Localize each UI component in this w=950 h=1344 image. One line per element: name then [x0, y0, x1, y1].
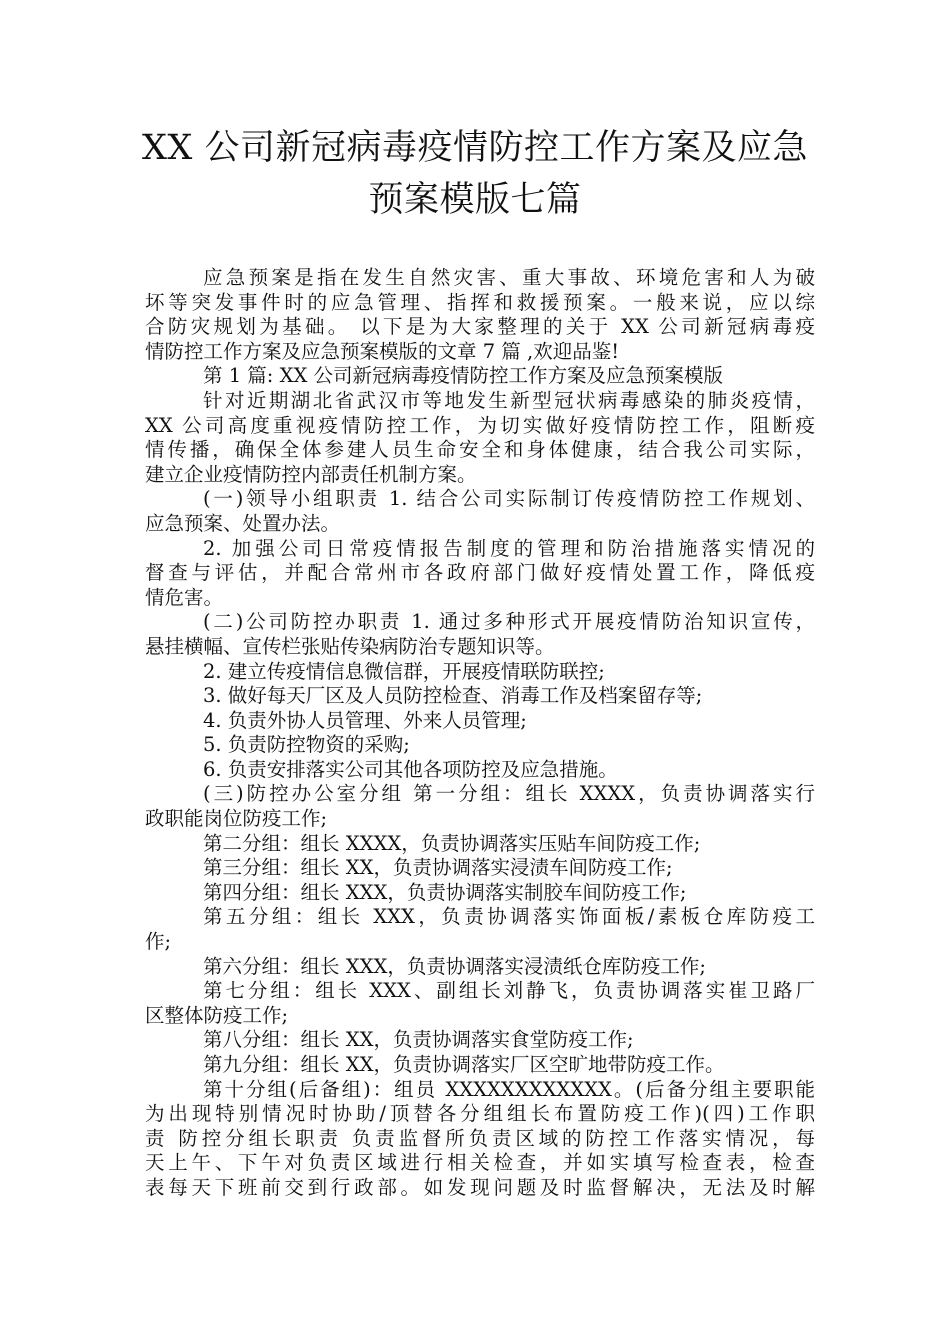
text-line: 天上午、下午对负责区域进行相关检查，并如实填写检查表，检查	[145, 1151, 815, 1175]
text-line: 第十分组(后备组)：组员 XXXXXXXXXXXX。(后备分组主要职能	[203, 1077, 815, 1101]
text-line: 责 防控分组长职责 负责监督所负责区域的防控工作落实情况，每	[145, 1126, 815, 1150]
text-line: (三)防控办公室分组 第一分组：组长 XXXX，负责协调落实行	[203, 782, 815, 806]
text-line: 坏等突发事件时的应急管理、指挥和救援预案。一般来说，应以综	[145, 290, 815, 314]
text-line: 第九分组：组长 XX，负责协调落实厂区空旷地带防疫工作。	[203, 1053, 725, 1076]
text-line: 情传播，确保全体参建人员生命安全和身体健康，结合我公司实际，	[145, 438, 815, 462]
text-line: 针对近期湖北省武汉市等地发生新型冠状病毒感染的肺炎疫情，	[203, 388, 815, 412]
text-line: 政职能岗位防疫工作;	[145, 807, 328, 831]
text-line: 表每天下班前交到行政部。如发现问题及时监督解决，无法及时解	[145, 1175, 815, 1199]
text-line: 3. 做好每天厂区及人员防控检查、消毒工作及档案留存等;	[203, 684, 703, 708]
text-line: 应急预案、处置办法。	[145, 511, 341, 535]
document-body	[145, 266, 815, 1201]
text-line: (二)公司防控办职责 1. 通过多种形式开展疫情防治知识宣传，	[203, 610, 815, 634]
text-line: 第八分组：组长 XX，负责协调落实食堂防疫工作;	[203, 1028, 634, 1052]
text-line: 第二分组：组长 XXXX，负责协调落实压贴车间防疫工作;	[203, 831, 701, 855]
text-line: 第三分组：组长 XX，负责协调落实浸渍车间防疫工作;	[203, 856, 673, 880]
text-line: 4. 负责外协人员管理、外来人员管理;	[203, 708, 527, 732]
text-line: 第 1 篇: XX 公司新冠病毒疫情防控工作方案及应急预案模版	[203, 364, 724, 388]
text-line: 5. 负责防控物资的采购;	[203, 733, 410, 757]
text-line: 应急预案是指在发生自然灾害、重大事故、环境危害和人为破	[203, 266, 815, 289]
text-line: 6. 负责安排落实公司其他各项防控及应急措施。	[203, 757, 618, 781]
text-line: 2. 建立传疫情信息微信群，开展疫情联防联控;	[203, 659, 605, 683]
text-line: 第五分组：组长 XXX，负责协调落实饰面板/素板仓库防疫工	[203, 905, 815, 929]
text-line: 作;	[145, 930, 172, 954]
text-line: 合防灾规划为基础。 以下是为大家整理的关于 XX 公司新冠病毒疫	[145, 315, 815, 339]
text-line: (一)领导小组职责 1. 结合公司实际制订传疫情防控工作规划、	[203, 487, 815, 511]
text-line: 2. 加强公司日常疫情报告制度的管理和防治措施落实情况的	[203, 536, 815, 560]
text-line: 第六分组：组长 XXX，负责协调落实浸渍纸仓库防疫工作;	[203, 954, 706, 978]
text-line: 情防控工作方案及应急预案模版的文章 7 篇 ,欢迎品鉴!	[145, 339, 620, 363]
title-line-1: XX 公司新冠病毒疫情防控工作方案及应急	[142, 128, 808, 168]
text-line: 情危害。	[145, 585, 224, 609]
text-line: 督查与评估，并配合常州市各政府部门做好疫情处置工作，降低疫	[145, 561, 815, 585]
text-line: 第七分组：组长 XXX、副组长刘静飞，负责协调落实崔卫路厂	[203, 979, 815, 1003]
text-line: 为出现特别情况时协助/顶替各分组组长布置防疫工作)(四)工作职	[145, 1102, 815, 1126]
text-line: 区整体防疫工作;	[145, 1003, 289, 1027]
text-line: 悬挂横幅、宣传栏张贴传染病防治专题知识等。	[145, 634, 555, 658]
text-line: 第四分组：组长 XXX，负责协调落实制胶车间防疫工作;	[203, 880, 687, 904]
document-title	[120, 122, 830, 226]
text-line: XX 公司高度重视疫情防控工作，为切实做好疫情防控工作，阻断疫	[145, 413, 815, 437]
text-line: 建立企业疫情防控内部责任机制方案。	[145, 462, 477, 486]
title-line-2: 预案模版七篇	[368, 180, 582, 220]
